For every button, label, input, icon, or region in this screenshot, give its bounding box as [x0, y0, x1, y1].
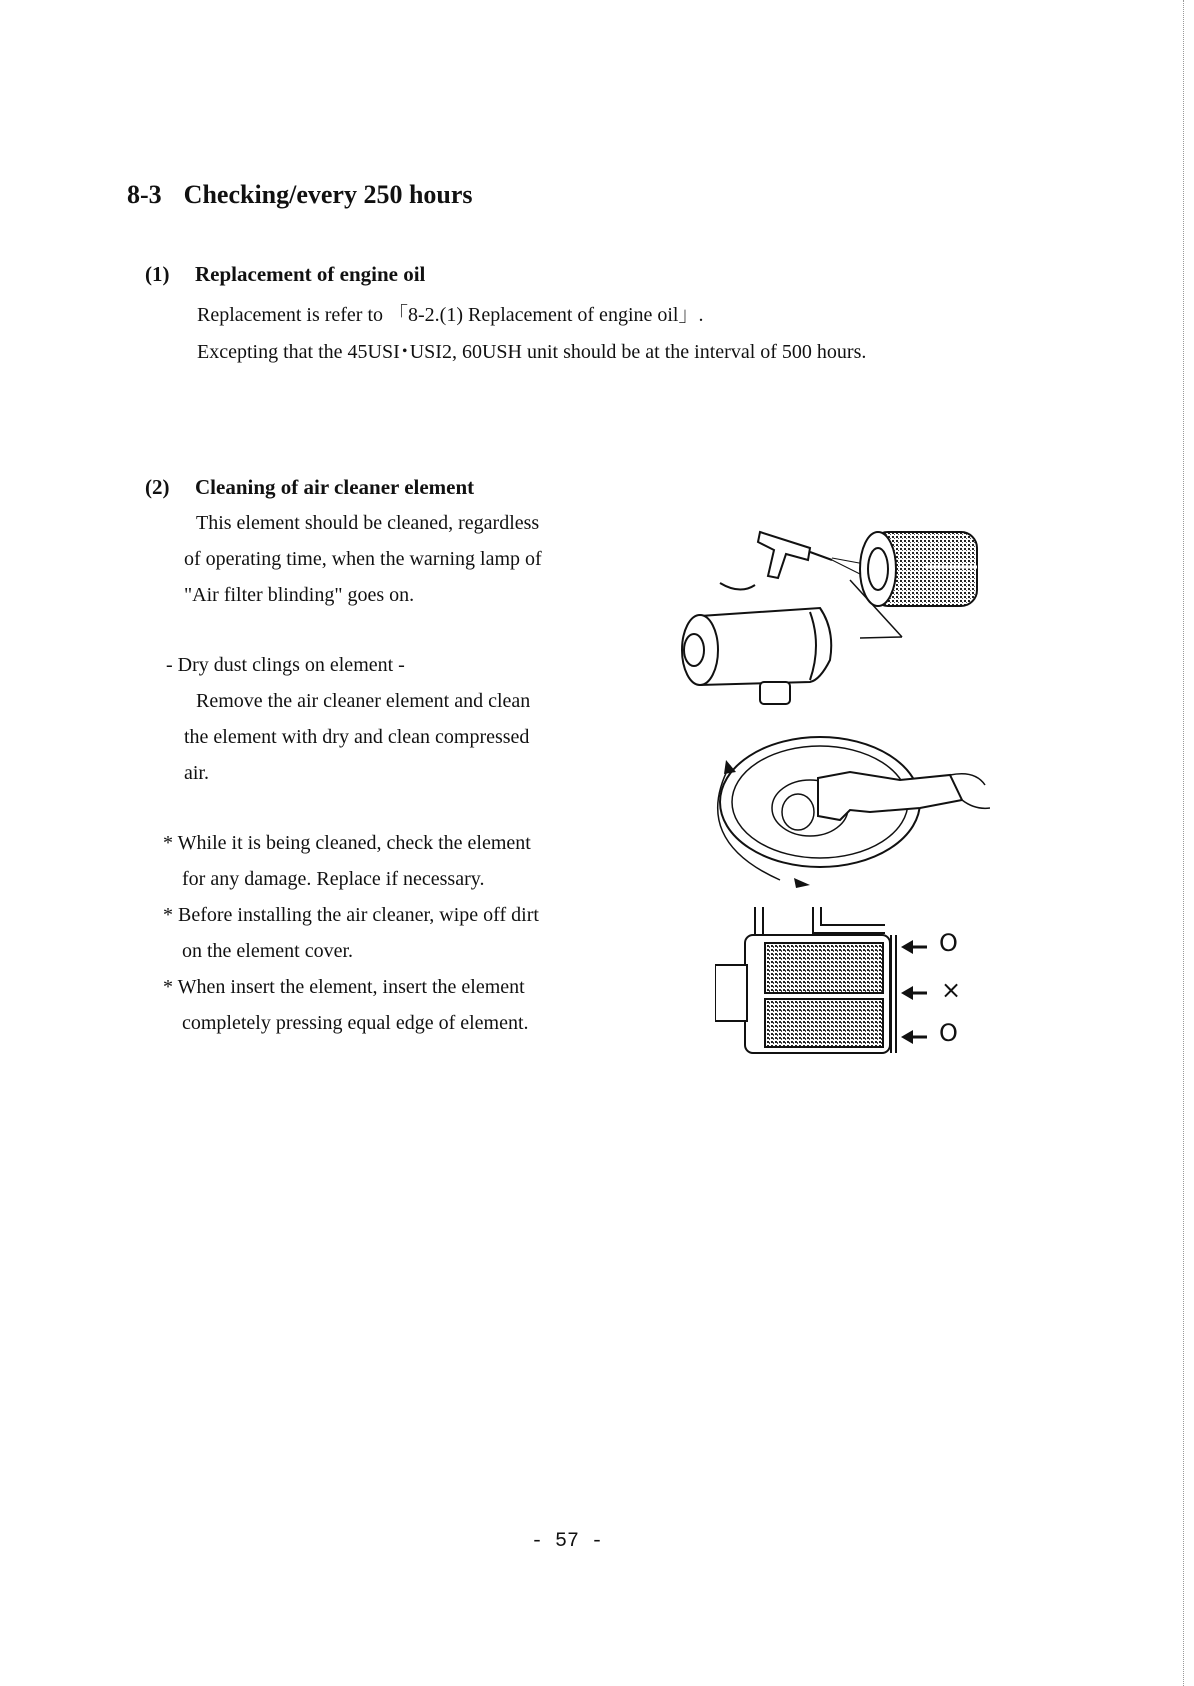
item2-body-line: the element with dry and clean compressed [184, 726, 530, 748]
element-lower-icon [765, 999, 883, 1047]
item2-body-line: Remove the air cleaner element and clean [196, 690, 531, 712]
mark-correct: O [939, 929, 958, 957]
note-line: on the element cover. [182, 940, 354, 962]
item1-number: (1) [145, 262, 170, 286]
item2-number: (2) [145, 475, 170, 499]
item2-intro-line: "Air filter blinding" goes on. [184, 584, 415, 606]
section-heading [127, 180, 473, 210]
item1-heading [145, 262, 425, 287]
air-hose [720, 583, 755, 590]
element-upper-icon [765, 943, 883, 993]
item2-intro-line: of operating time, when the warning lamp of [184, 548, 542, 570]
item1-line1: Replacement is refer to 「8-2.(1) Replacement of engine oil」. [197, 304, 704, 326]
air-gun-icon [758, 532, 810, 578]
mark-correct: O [939, 1019, 958, 1047]
item1-line2: Excepting that the 45USI･USI2, 60USH unit should be at the interval of 500 hours. [197, 341, 867, 363]
wipe-cover-illustration [700, 720, 990, 895]
item2-intro-line: This element should be cleaned, regardless [196, 512, 540, 534]
element-insertion-diagram [715, 905, 975, 1055]
arrow-icon [901, 986, 927, 1000]
section-number: 8-3 [127, 180, 162, 209]
item2-subheading: - Dry dust clings on element - [166, 654, 405, 676]
arrow-icon [901, 1030, 927, 1044]
note-line: completely pressing equal edge of element. [182, 1012, 529, 1034]
item1-title: Replacement of engine oil [195, 262, 426, 286]
scan-edge-line [1182, 0, 1184, 1686]
note-line: * Before installing the air cleaner, wipe off dirt [163, 904, 539, 926]
item2-heading [145, 475, 474, 500]
section-title: Checking/every 250 hours [183, 180, 473, 209]
mark-wrong: × [941, 976, 962, 1004]
item2-body-line: air. [184, 762, 209, 784]
page-number: - 57 - [531, 1530, 604, 1553]
air-gun-cleaning-illustration [660, 520, 1010, 710]
note-line: * While it is being cleaned, check the element [163, 832, 531, 854]
arrow-icon [901, 940, 927, 954]
item2-title: Cleaning of air cleaner element [195, 475, 475, 499]
note-line: * When insert the element, insert the element [163, 976, 525, 998]
note-line: for any damage. Replace if necessary. [182, 868, 485, 890]
